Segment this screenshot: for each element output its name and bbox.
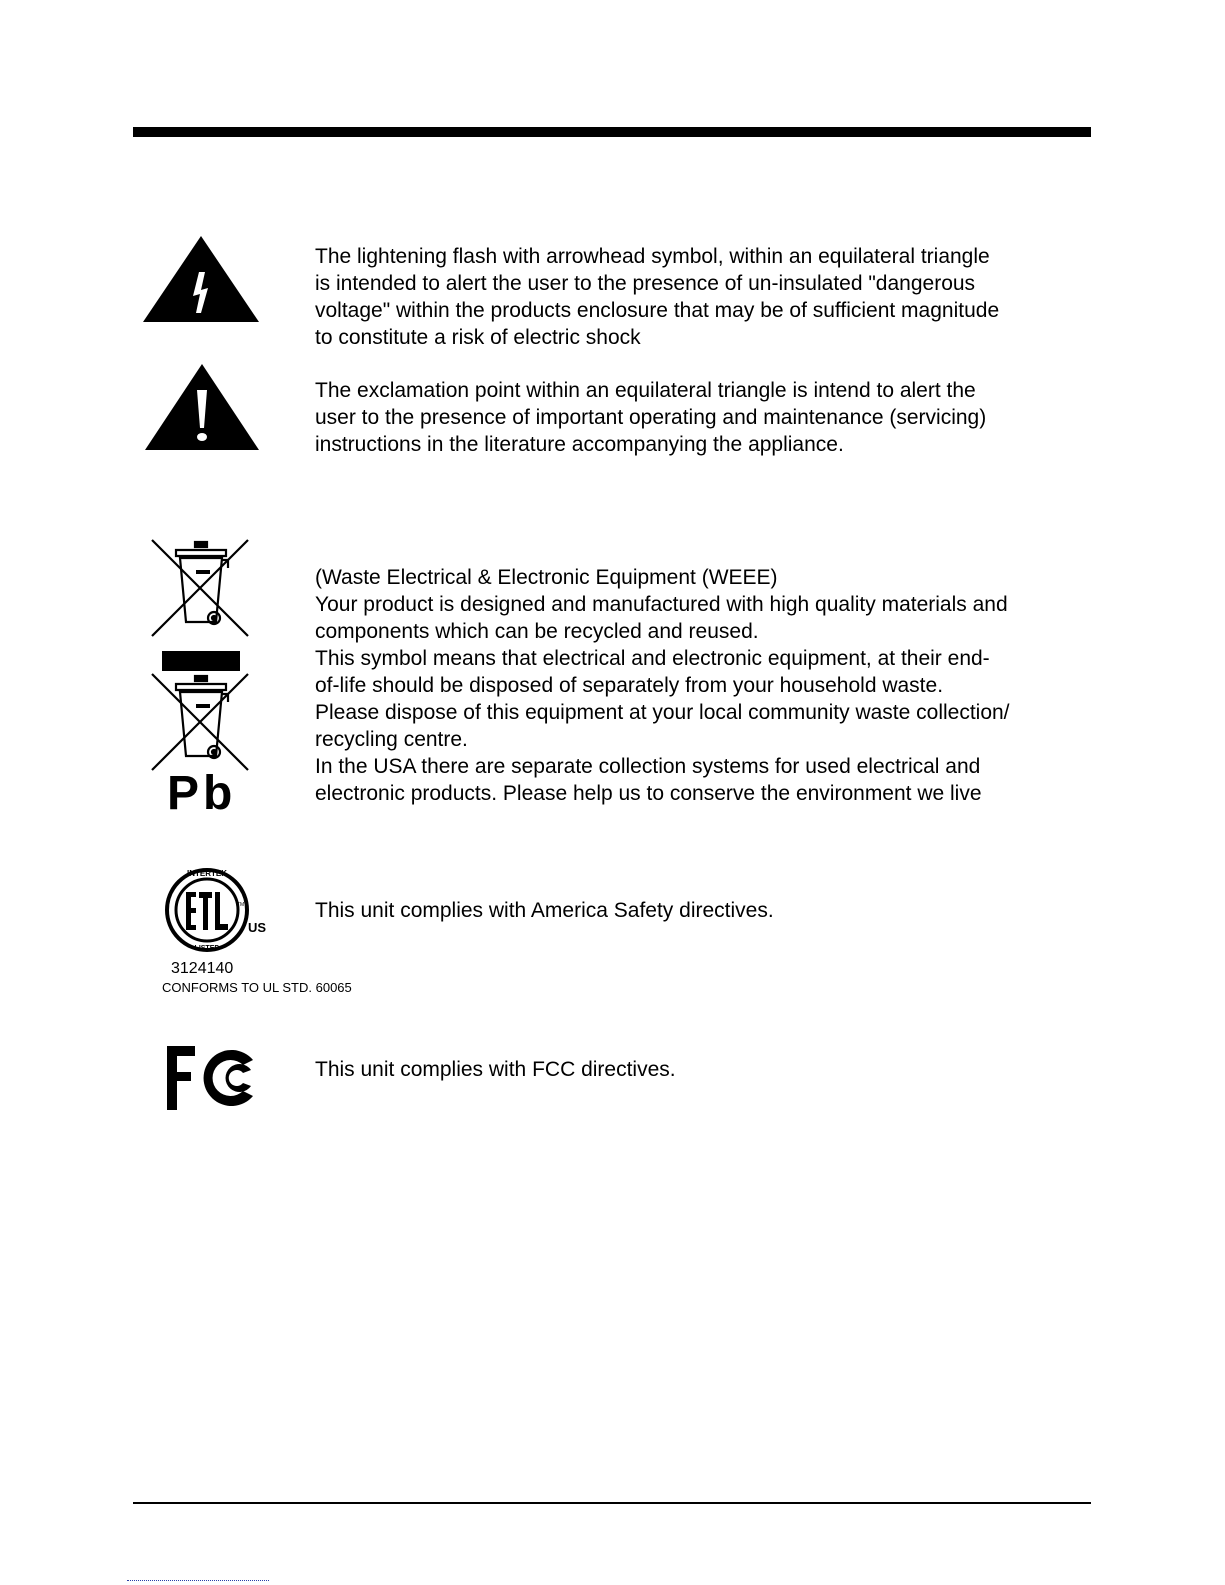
pb-label: Pb — [167, 767, 237, 820]
text-line: is intended to alert the user to the presence of un-insulated "dangerous — [315, 272, 976, 295]
etl-logo-bottom-text: LISTED — [194, 945, 220, 952]
etl-logo-top-text: INTERTEK — [187, 869, 227, 878]
text-line: voltage" within the products enclosure that may be of sufficient magnitude — [315, 299, 1000, 322]
text-line: This unit complies with FCC directives. — [315, 1058, 676, 1081]
dotted-underline-mark — [127, 1580, 269, 1581]
exclamation-triangle-icon — [145, 364, 259, 452]
exclamation-description — [315, 377, 986, 458]
text-line: The lightening flash with arrowhead symbol, within an equilateral triangle — [315, 245, 990, 268]
text-line: In the USA there are separate collection systems for used electrical and — [315, 755, 981, 778]
etl-description — [315, 897, 774, 924]
separator-bar-icon — [162, 651, 240, 671]
lightning-flash-triangle-icon — [143, 236, 259, 324]
text-line: This unit complies with America Safety directives. — [315, 899, 774, 922]
text-line: This symbol means that electrical and electronic equipment, at their end- — [315, 647, 990, 670]
text-line: electronic products. Please help us to conserve the environment we live — [315, 782, 982, 805]
etl-tm-text: TM — [237, 902, 245, 908]
etl-conforms-text: CONFORMS TO UL STD. 60065 — [162, 980, 352, 995]
text-line: to constitute a risk of electric shock — [315, 326, 641, 349]
text-line: Your product is designed and manufactured with high quality materials and — [315, 593, 1008, 616]
etl-listed-logo-icon — [162, 862, 272, 958]
etl-country-text: US — [248, 920, 267, 935]
lightning-description — [315, 243, 999, 351]
etl-number: 3124140 — [171, 960, 234, 977]
text-line: components which can be recycled and reused. — [315, 620, 759, 643]
text-line: recycling centre. — [315, 728, 468, 751]
weee-description — [315, 564, 1010, 807]
text-line: user to the presence of important operating and maintenance (servicing) — [315, 406, 987, 429]
text-line: Please dispose of this equipment at your local community waste collection/ — [315, 701, 1010, 724]
text-line: of-life should be disposed of separately from your household waste. — [315, 674, 944, 697]
text-line: The exclamation point within an equilateral triangle is intend to alert the — [315, 379, 976, 402]
top-rule — [133, 127, 1091, 137]
bottom-rule — [133, 1502, 1091, 1504]
fcc-description — [315, 1056, 676, 1083]
text-line: (Waste Electrical & Electronic Equipment (WEEE) — [315, 566, 778, 589]
crossed-out-wheelie-bin-icon — [150, 538, 250, 638]
crossed-out-wheelie-bin-pb-icon — [150, 672, 250, 772]
fcc-logo-icon — [167, 1046, 257, 1110]
text-line: instructions in the literature accompanying the appliance. — [315, 433, 844, 456]
